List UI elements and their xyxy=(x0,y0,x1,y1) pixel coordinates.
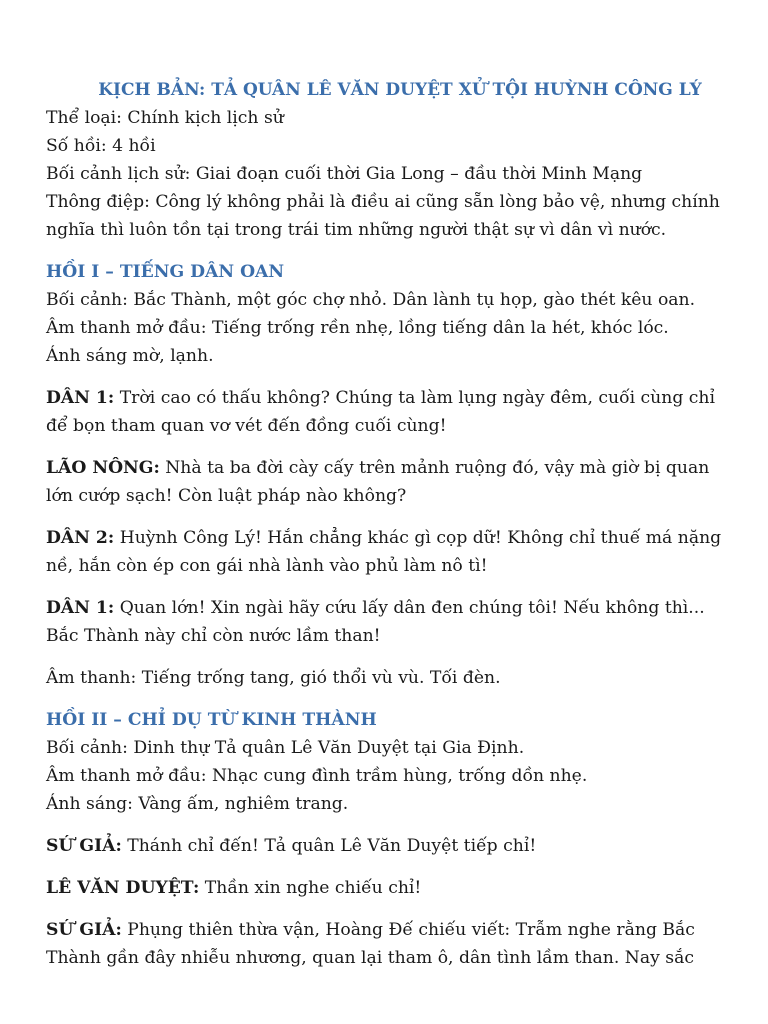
dialogue-text: Nhà ta ba đời cày cấy trên mảnh ruộng đó, vậy mà giờ bị quan lớn cướp sạch! Còn luật pháp nào không? xyxy=(46,458,710,506)
act1-heading: HỒI I – TIẾNG DÂN OAN xyxy=(46,262,285,282)
speaker-name: DÂN 2: xyxy=(46,528,115,548)
act1-dialogue-2 xyxy=(46,454,736,510)
act1-sound: Âm thanh mở đầu: Tiếng trống rền nhẹ, lồng tiếng dân la hét, khóc lóc. xyxy=(46,318,669,338)
act2-dialogue-3 xyxy=(46,916,736,972)
dialogue-text: Quan lớn! Xin ngài hãy cứu lấy dân đen chúng tôi! Nếu không thì... Bắc Thành này chỉ còn nước lầm than! xyxy=(46,598,705,646)
act1-dialogue-3 xyxy=(46,524,736,580)
dialogue-text: Thần xin nghe chiếu chỉ! xyxy=(199,878,422,898)
speaker-name: SỨ GIẢ: xyxy=(46,920,122,940)
act2-light: Ánh sáng: Vàng ấm, nghiêm trang. xyxy=(46,794,349,814)
act1-closing: Âm thanh: Tiếng trống tang, gió thổi vù vù. Tối đèn. xyxy=(46,668,501,688)
act2-dialogue-1 xyxy=(46,832,736,860)
meta-message: Thông điệp: Công lý không phải là điều ai cũng sẵn lòng bảo vệ, nhưng chính nghĩa thì luôn tồn tại trong trái tim những người thật sự vì dân vì nước. xyxy=(46,192,720,240)
speaker-name: DÂN 1: xyxy=(46,598,115,618)
speaker-name: DÂN 1: xyxy=(46,388,115,408)
act2-dialogue-2 xyxy=(46,874,736,902)
meta-genre: Thể loại: Chính kịch lịch sử xyxy=(46,108,284,128)
act2-setting: Bối cảnh: Dinh thự Tả quân Lê Văn Duyệt tại Gia Định. xyxy=(46,738,525,758)
act2-sound: Âm thanh mở đầu: Nhạc cung đình trầm hùng, trống dồn nhẹ. xyxy=(46,766,588,786)
dialogue-text: Phụng thiên thừa vận, Hoàng Đế chiếu viết: Trẫm nghe rằng Bắc Thành gần đây nhiễu nhương, quan lại tham ô, dân tình lầm than. Nay sắc xyxy=(46,920,695,968)
meta-historical-setting: Bối cảnh lịch sử: Giai đoạn cuối thời Gia Long – đầu thời Minh Mạng xyxy=(46,164,643,184)
meta-acts: Số hồi: 4 hồi xyxy=(46,136,156,156)
act1-light: Ánh sáng mờ, lạnh. xyxy=(46,346,214,366)
act2-heading: HỒI II – CHỈ DỤ TỪ KINH THÀNH xyxy=(46,710,377,730)
document-page xyxy=(46,76,736,972)
document-title: KỊCH BẢN: TẢ QUÂN LÊ VĂN DUYỆT XỬ TỘI HUỲNH CÔNG LÝ xyxy=(98,80,702,100)
speaker-name: LÊ VĂN DUYỆT: xyxy=(46,878,200,898)
act1-dialogue-4 xyxy=(46,594,736,650)
dialogue-text: Huỳnh Công Lý! Hắn chẳng khác gì cọp dữ! Không chỉ thuế má nặng nề, hắn còn ép con gái nhà lành vào phủ làm nô tì! xyxy=(46,528,722,576)
dialogue-text: Trời cao có thấu không? Chúng ta làm lụng ngày đêm, cuối cùng chỉ để bọn tham quan vơ vét đến đồng cuối cùng! xyxy=(46,388,715,436)
speaker-name: LÃO NÔNG: xyxy=(46,458,160,478)
speaker-name: SỨ GIẢ: xyxy=(46,836,122,856)
dialogue-text: Thánh chỉ đến! Tả quân Lê Văn Duyệt tiếp chỉ! xyxy=(121,836,537,856)
act1-dialogue-1 xyxy=(46,384,736,440)
act1-setting: Bối cảnh: Bắc Thành, một góc chợ nhỏ. Dân lành tụ họp, gào thét kêu oan. xyxy=(46,290,696,310)
